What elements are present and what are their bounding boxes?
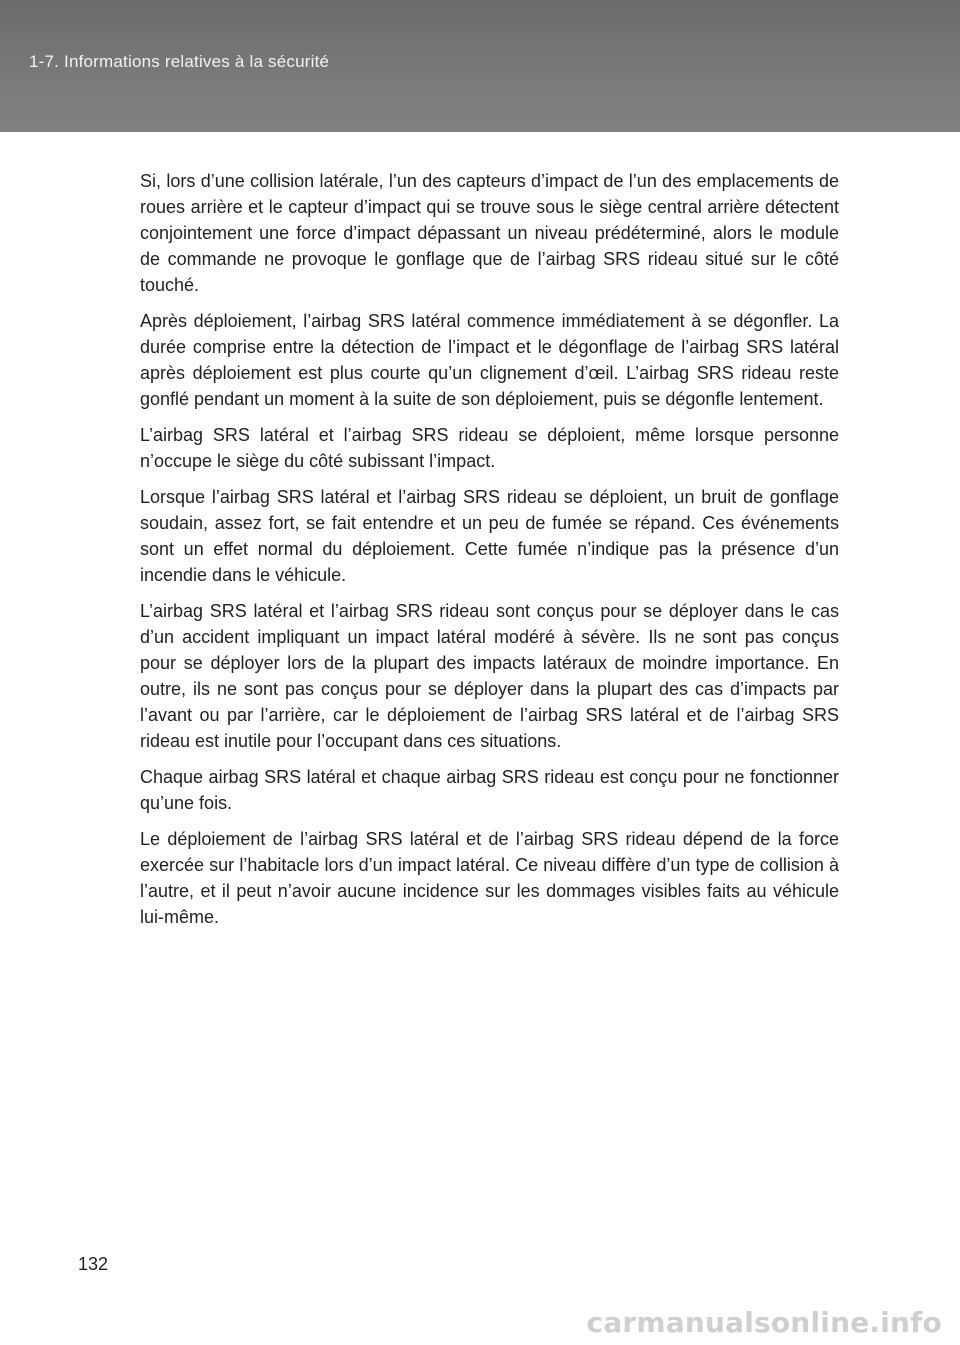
paragraph: Après déploiement, l’airbag SRS latéral commence immédiatement à se dégonfler. La durée comprise entre la détection de l’impact et le dégonflage de l’airbag SRS latéral après déploiement est plus courte qu’un clignement d’œil. L’airbag SRS rideau reste gonflé pendant un moment à la suite de son déploiement, puis se dégonfle lentement. (140, 311, 839, 409)
paragraph: Lorsque l’airbag SRS latéral et l’airbag SRS rideau se déploient, un bruit de gonflage soudain, assez fort, se fait entendre et un peu de fumée se répand. Ces événements sont un effet normal du déploiement. Cette fumée n’indique pas la présence d’un incendie dans le véhicule. (140, 487, 839, 585)
paragraph: Chaque airbag SRS latéral et chaque airbag SRS rideau est conçu pour ne fonctionner qu’une fois. (140, 767, 839, 813)
watermark: carmanualsonline.info (586, 1306, 942, 1339)
body-text (140, 168, 839, 940)
section-header-band (0, 0, 960, 132)
paragraph: L’airbag SRS latéral et l’airbag SRS rideau sont conçus pour se déployer dans le cas d’un accident impliquant un impact latéral modéré à sévère. Ils ne sont pas conçus pour se déployer lors de la plupart des impacts latéraux de moindre importance. En outre, ils ne sont pas conçus pour se déployer dans la plupart des cas d’impacts par l’avant ou par l’arrière, car le déploiement de l’airbag SRS latéral et de l’airbag SRS rideau est inutile pour l’occupant dans ces situations. (140, 601, 839, 751)
page-number: 132 (78, 1254, 109, 1274)
section-title: 1-7. Informations relatives à la sécurité (29, 52, 330, 71)
paragraph: L’airbag SRS latéral et l’airbag SRS rideau se déploient, même lorsque personne n’occupe le siège du côté subissant l’impact. (140, 425, 839, 471)
paragraph: Si, lors d’une collision latérale, l’un des capteurs d’impact de l’un des emplacements de roues arrière et le capteur d’impact qui se trouve sous le siège central arrière détectent conjointement une force d’impact dépassant un niveau prédéterminé, alors le module de commande ne provoque le gonflage que de l’airbag SRS rideau situé sur le côté touché. (140, 171, 839, 295)
paragraph: Le déploiement de l’airbag SRS latéral et de l’airbag SRS rideau dépend de la force exercée sur l’habitacle lors d’un impact latéral. Ce niveau diffère d’un type de collision à l’autre, et il peut n’avoir aucune incidence sur les dommages visibles faits au véhicule lui-même. (140, 829, 839, 927)
